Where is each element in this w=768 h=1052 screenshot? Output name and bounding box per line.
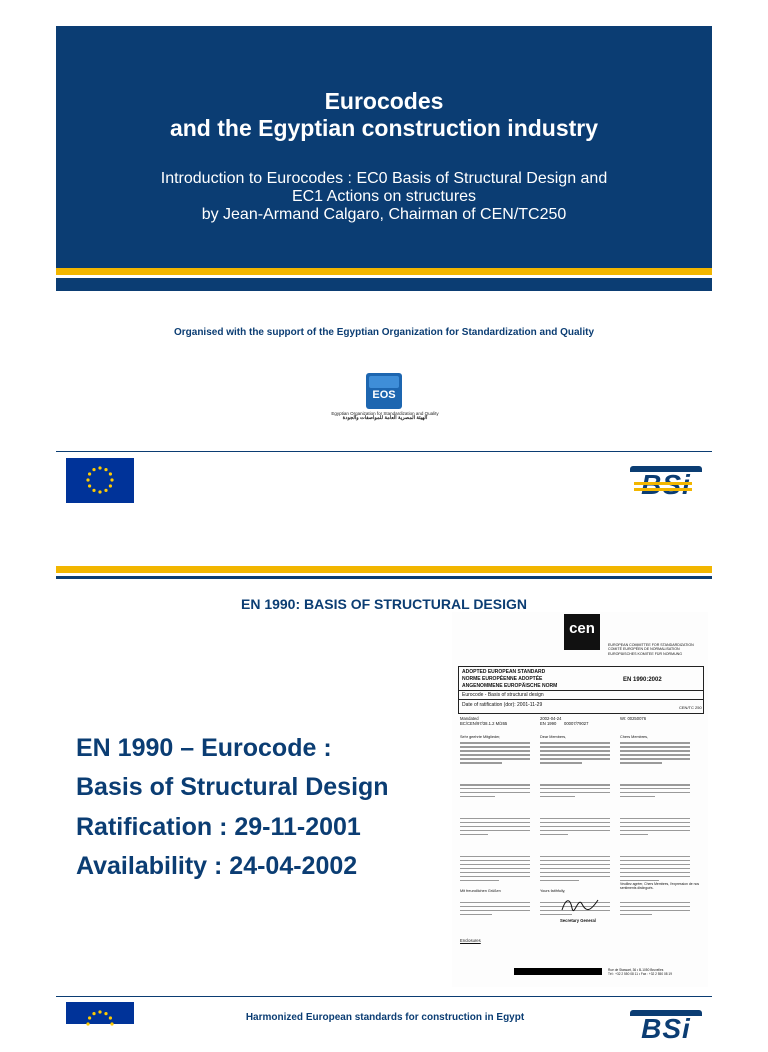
tc-number: CEN/TC 250	[679, 705, 702, 710]
bsi-logo-text	[630, 470, 702, 500]
signature-icon	[560, 894, 600, 916]
mandate-ref: BC/CEN/97/38.1.2 M/265	[460, 721, 508, 726]
wi-number: WI: 00250076	[620, 716, 647, 721]
adopted-standard-box	[458, 666, 704, 714]
address-line: Rue de Stassart, 36 • B-1050 Bruxelles	[608, 968, 664, 972]
organised-text: Organised with the support of the Egyptian Organization for Standardization and Quality	[173, 327, 595, 338]
committee-line-1: EUROPEAN COMMITTEE FOR STANDARDIZATION	[608, 643, 694, 647]
doc-en-ref: EN 1990	[540, 721, 557, 726]
doc-num: 00007/79027	[564, 721, 589, 726]
title-line-2: and the Egyptian construction industry	[169, 115, 599, 141]
eos-caption-en: Egyptian Organization for Standardization and Quality	[331, 411, 439, 416]
subtitle-line-2: EC1 Actions on structures	[291, 188, 477, 205]
bsi-logo	[630, 466, 702, 502]
navy-stripe	[56, 278, 712, 291]
gold-stripe-2	[56, 566, 712, 573]
info-line-2: Basis of Structural Design	[76, 773, 389, 801]
subtitle-line-1: Introduction to Eurocodes : EC0 Basis of Structural Design and	[160, 170, 608, 187]
slide-title	[56, 88, 712, 142]
divider-line	[56, 451, 712, 452]
bsi-logo-text-2: BSi	[641, 1013, 691, 1044]
cen-logo	[564, 614, 600, 650]
eos-logo-text: EOS	[372, 389, 396, 401]
eu-flag-icon-2	[66, 1002, 134, 1024]
slide2-heading: EN 1990: BASIS OF STRUCTURAL DESIGN	[240, 596, 527, 612]
mandate-block	[460, 716, 507, 726]
eos-caption-ar: الهيئة المصرية العامة للمواصفات والجودة	[342, 415, 428, 421]
title-banner	[56, 26, 712, 268]
ratification-date: Date of ratification (dor): 2001-11-29	[462, 702, 543, 708]
greeting-fr: Chers Membres,	[620, 735, 649, 739]
signatory-title: Secretary General	[560, 918, 596, 923]
standard-document-image	[452, 612, 708, 987]
redaction-bar	[514, 968, 602, 975]
ratification-line: Ratification : 29-11-2001	[76, 813, 361, 841]
text-column-fr	[620, 742, 690, 918]
enclosures-label: Enclosures	[460, 938, 481, 943]
adopted-en: ADOPTED EUROPEAN STANDARD	[462, 669, 546, 675]
navy-stripe-2	[56, 576, 712, 579]
committee-line-3: EUROPÄISCHES KOMITEE FÜR NORMUNG	[608, 651, 683, 656]
phone-line: Tél : +32 2 550 08 11 • Fax : +32 2 550 08 19	[608, 972, 672, 976]
greeting-en: Dear Members,	[540, 735, 567, 739]
committee-line-2: COMITÉ EUROPÉEN DE NORMALISATION	[608, 647, 680, 652]
eos-caption	[330, 411, 440, 421]
adopted-fr: NORME EUROPÉENNE ADOPTÉE	[462, 676, 543, 682]
eu-flag-icon	[66, 458, 134, 503]
info-line-1: EN 1990 – Eurocode :	[76, 734, 332, 762]
greeting-de: Sehr geehrte Mitglieder,	[460, 735, 501, 739]
availability-line: Availability : 24-04-2002	[76, 852, 358, 880]
closing-en: Yours faithfully,	[540, 889, 566, 893]
closing-de: Mit freundlichen Grüßen	[460, 889, 501, 893]
subtitle-line-3: by Jean-Armand Calgaro, Chairman of CEN/TC250	[201, 206, 567, 223]
bsi-logo-2	[630, 1010, 702, 1044]
slide2-footer: Harmonized European standards for construction in Egypt	[245, 1012, 525, 1023]
standard-number: EN 1990:2002	[623, 677, 662, 683]
date-block	[540, 716, 561, 726]
cen-address	[608, 968, 672, 976]
slide-subtitle	[56, 170, 712, 224]
eos-logo	[366, 373, 402, 409]
committee-names	[608, 643, 694, 656]
title-line-1: Eurocodes	[324, 88, 444, 114]
eurocode-title: Eurocode - Basis of structural design	[462, 692, 544, 698]
adopted-de: ANGENOMMENE EUROPÄISCHE NORM	[462, 683, 558, 689]
gold-stripe	[56, 268, 712, 275]
cen-logo-text: cen	[569, 620, 595, 637]
divider-line-2	[56, 996, 712, 997]
mandated-label: Mandated	[460, 716, 479, 721]
closing-fr: Veuillez agréer, Chers Membres, l'expression de nos sentiments distingués.	[620, 882, 700, 890]
doc-date: 2002-04-24	[540, 716, 562, 721]
